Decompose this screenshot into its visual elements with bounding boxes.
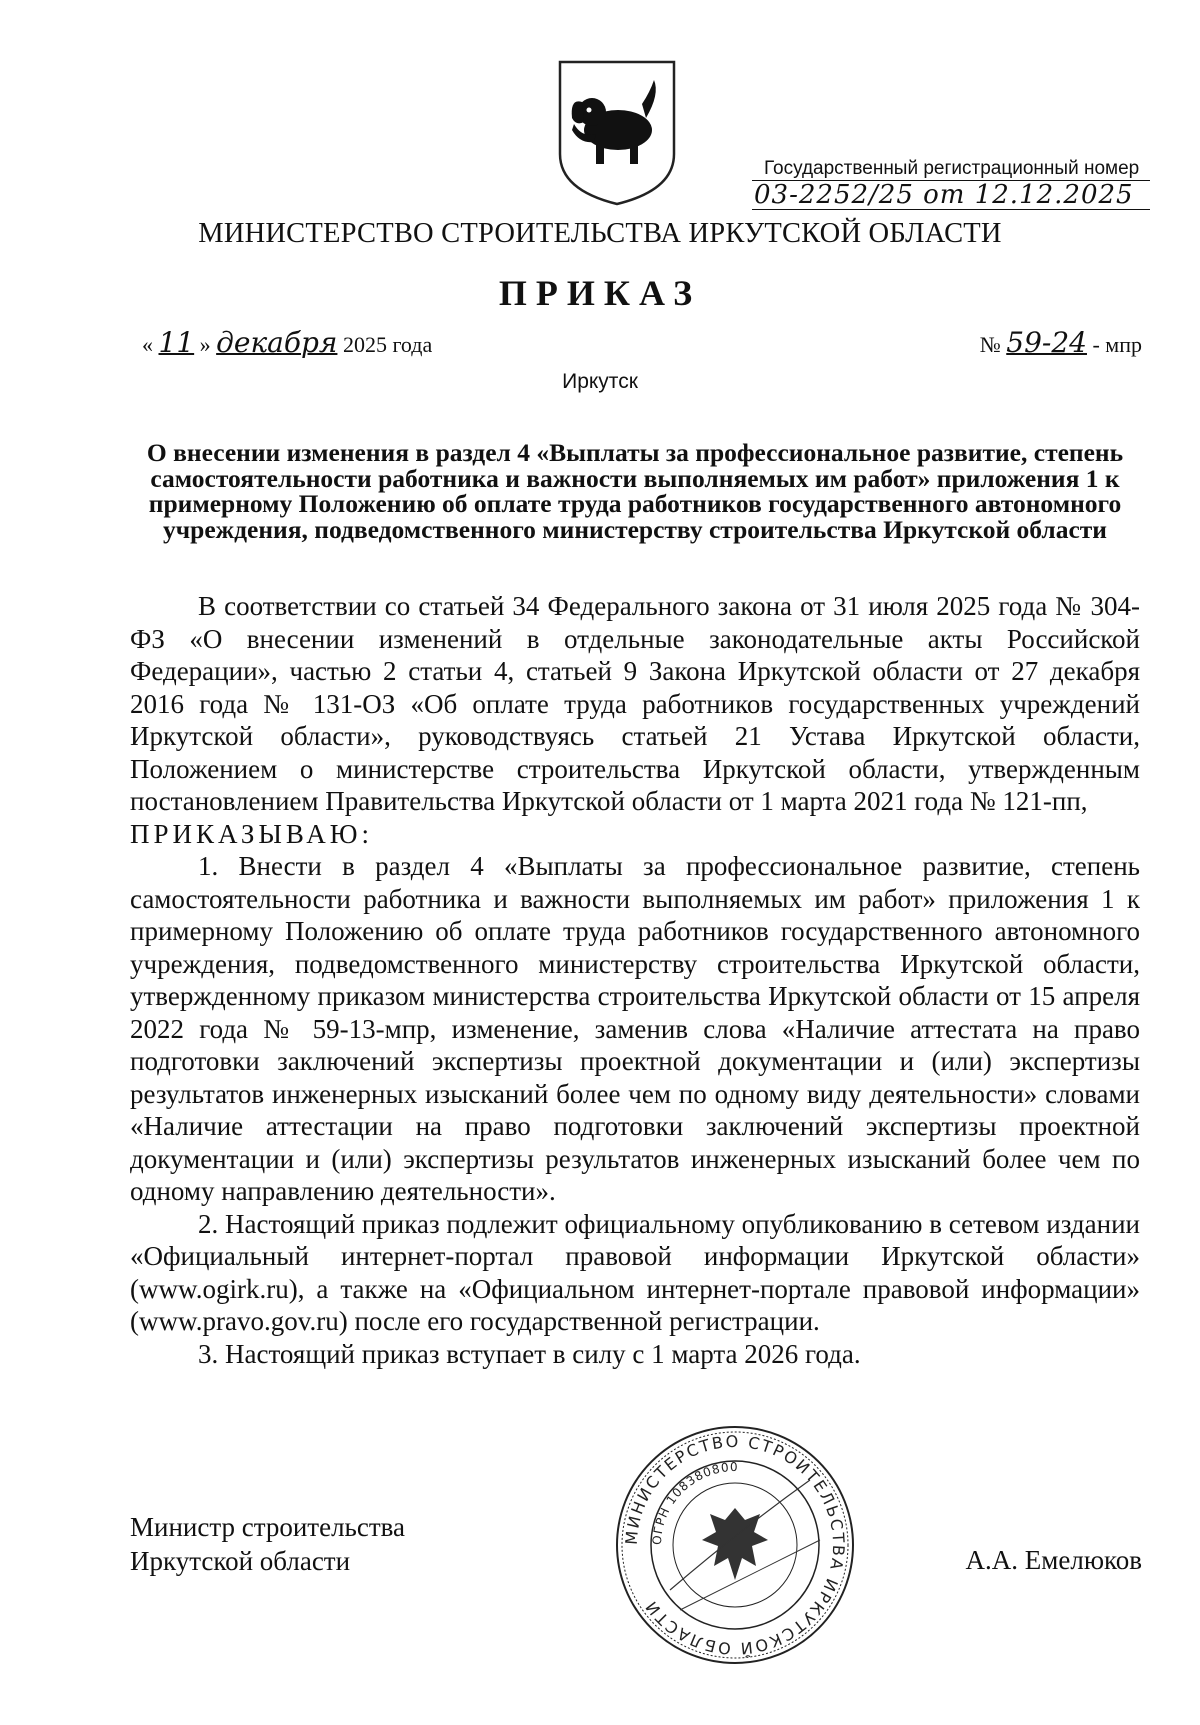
- order-item-2: 2. Настоящий приказ подлежит официальному опубликованию в сетевом издании «Официальный интернет-портал правовой информации Иркутской области» (www.ogirk.ru), а также на «Официальном интернет-портале правовой информации» (www.pravo.gov.ru) после его государственной регистрации.: [130, 1208, 1140, 1336]
- number-suffix: - мпр: [1092, 332, 1142, 357]
- order-title: О внесении изменения в раздел 4 «Выплаты за профессиональное развитие, степень самостоятельности работника и важности выполняемых им работ» приложения 1 к примерному Положению об оплате труда работников государственного автономного учреждения, подведомственного министерству строительства Иркутской области: [146, 438, 1124, 544]
- order-day: 11: [158, 326, 195, 359]
- order-item-3: 3. Настоящий приказ вступает в силу с 1 марта 2026 года.: [198, 1338, 861, 1369]
- registration-label: Государственный регистрационный номер: [752, 158, 1150, 181]
- close-quote: »: [199, 332, 211, 357]
- preamble-paragraph: В соответствии со статьей 34 Федерального закона от 31 июля 2025 года № 304-ФЗ «О внесении изменений в отдельные законодательные акты Российской Федерации», частью 2 статьи 4, статьей 9 Закона Иркутской области от 27 декабря 2016 года № 131-ОЗ «Об оплате труда работников государственных учреждений Иркутской области», руководствуясь статьей 21 Устава Иркутской области, Положением о министерстве строительства Иркутской области, утвержденным постановлением Правительства Иркутской области от 1 марта 2021 года № 121-пп,: [130, 591, 1140, 816]
- coat-of-arms-icon: [556, 58, 678, 208]
- order-city: Иркутск: [562, 370, 638, 393]
- signatory-position: [130, 1510, 405, 1578]
- ministry-name: МИНИСТЕРСТВО СТРОИТЕЛЬСТВА ИРКУТСКОЙ ОБЛАСТИ: [198, 218, 1002, 249]
- order-item-1: 1. Внести в раздел 4 «Выплаты за профессиональное развитие, степень самостоятельности работника и важности выполняемых им работ» приложения 1 к примерному Положению об оплате труда работников государственного автономного учреждения, подведомственного министерству строительства Иркутской области, утвержденному приказом министерства строительства Иркутской области от 15 апреля 2022 года № 59-13-мпр, изменение, заменив слова «Наличие аттестата на право подготовки заключений экспертизы проектной документации и (или) экспертизы результатов инженерных изысканий более чем по одному виду деятельности» словами «Наличие аттестации на право подготовки заключений экспертизы проектной документации и (или) экспертизы результатов инженерных изысканий более чем по одному направлению деятельности».: [130, 851, 1140, 1206]
- position-line-1: Министр строительства: [130, 1512, 406, 1542]
- position-line-2: Иркутской области: [130, 1546, 351, 1576]
- seal-inner-text: ОГРН 108380800: [649, 1459, 739, 1546]
- registration-number: 03-2252/25 от 12.12.2025: [752, 181, 1150, 210]
- order-date: [142, 326, 432, 359]
- signatory-name: А.А. Емелюков: [965, 1545, 1142, 1575]
- order-body: [130, 590, 1140, 1370]
- document-type: ПРИКАЗ: [498, 273, 702, 313]
- open-quote: «: [142, 332, 153, 357]
- official-seal-icon: [610, 1420, 860, 1670]
- order-word: ПРИКАЗЫВАЮ:: [130, 818, 373, 849]
- order-number: [980, 326, 1142, 359]
- order-year: 2025 года: [342, 332, 433, 357]
- order-number-value: 59-24: [1006, 326, 1087, 359]
- order-month: декабря: [216, 326, 338, 359]
- seal-outer-text: МИНИСТЕРСТВО СТРОИТЕЛЬСТВА ИРКУТСКОЙ ОБЛАСТИ: [621, 1431, 849, 1659]
- registration-block: [752, 158, 1150, 210]
- number-prefix: №: [979, 332, 1001, 357]
